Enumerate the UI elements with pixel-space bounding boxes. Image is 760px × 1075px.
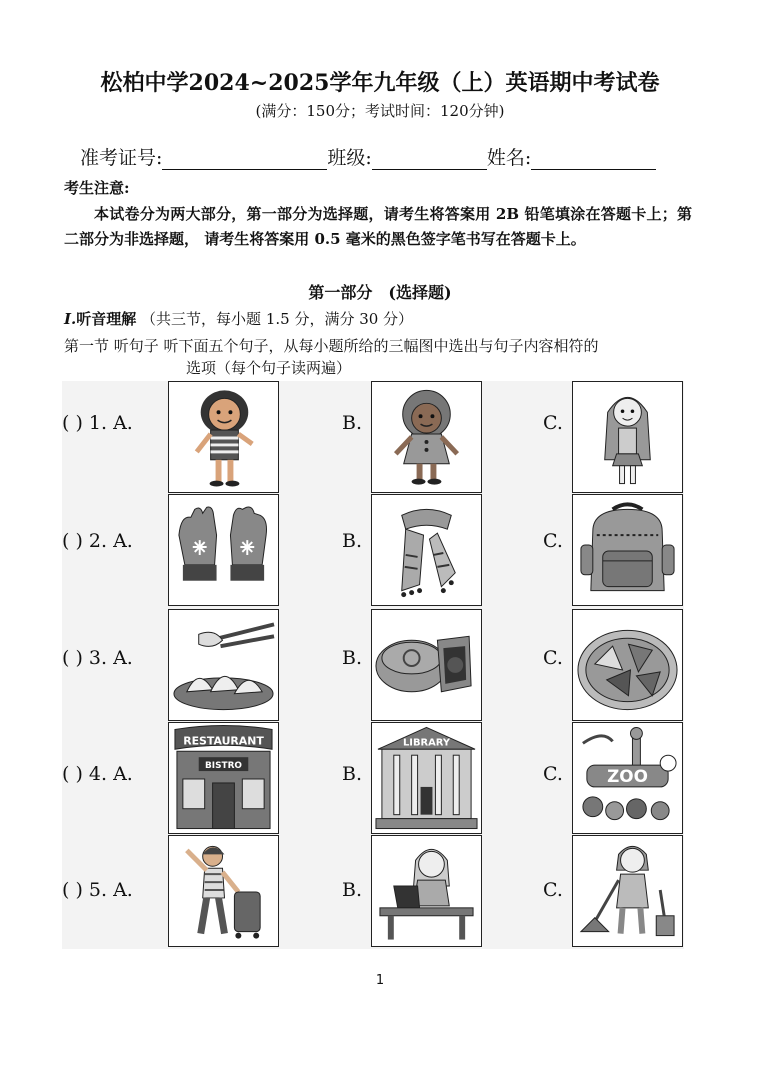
class-blank[interactable] [372,150,487,170]
dumplings-illustration[interactable] [168,609,279,721]
section-i-roman: Ⅰ. [64,310,77,328]
option-b-label: B. [342,763,363,785]
option-c-label: C. [543,763,563,785]
candidate-info-line [80,143,656,170]
section-i-heading [64,308,413,329]
option-b-label: B. [342,412,363,434]
option-b-label: B. [342,530,363,552]
listening-picture-grid [62,381,684,949]
section-1-instructions-line2: 选项（每个句子读两遍） [186,359,352,377]
zoo-illustration[interactable] [572,722,683,834]
restaurant-illustration[interactable] [168,722,279,834]
question-label: ( ) 4. A. [62,763,133,785]
girl-illustration[interactable] [168,381,279,493]
question-label: ( ) 1. A. [62,412,133,434]
scarf-illustration[interactable] [371,494,482,606]
question-row [62,494,684,608]
zoo-sign: ZOO [607,765,648,786]
name-blank[interactable] [531,150,656,170]
rice-dumplings-illustration[interactable] [572,609,683,721]
notice-text: 本试卷分为两大部分，第一部分为选择题，请考生将答案用 2B 铅笔填涂在答题卡上；第二部分为非选择题， 请考生将答案用 0.5 毫米的黑色签字笔书写在答题卡上。 [64,205,692,248]
section-1-instructions-line1: 第一节 听句子 听下面五个句子，从每小题所给的三幅图中选出与句子内容相符的 [64,337,599,355]
exam-subtitle: (满分：150分；考试时间：120分钟) [255,102,505,120]
bistro-sign: BISTRO [204,761,243,772]
question-label: ( ) 2. A. [62,530,133,552]
question-label: ( ) 5. A. [62,879,133,901]
option-b-label: B. [342,879,363,901]
question-row [62,381,684,495]
library-sign: LIBRARY [402,737,451,749]
option-c-label: C. [543,647,563,669]
exam-number-label: 准考证号: [80,147,163,169]
library-illustration[interactable] [371,722,482,834]
exam-number-blank[interactable] [162,150,327,170]
option-c-label: C. [543,530,563,552]
name-label: 姓名: [486,147,532,169]
mooncakes-illustration[interactable] [371,609,482,721]
section-i-detail: （共三节，每小题 1.5 分，满分 30 分） [141,310,414,328]
option-c-label: C. [543,412,563,434]
section-i-name: 听音理解 [76,310,137,328]
notice-heading: 考生注意: [64,179,130,197]
option-c-label: C. [543,879,563,901]
option-b-label: B. [342,647,363,669]
page-number: 1 [375,973,385,988]
restaurant-sign: RESTAURANT [183,734,264,748]
girl-at-computer-illustration[interactable] [371,835,482,947]
question-label: ( ) 3. A. [62,647,133,669]
exam-title: 松柏中学2024~2025学年九年级（上）英语期中考试卷 [100,70,660,96]
gloves-illustration[interactable] [168,494,279,606]
question-row [62,835,684,949]
part-one-title: 第一部分 (选择题) [308,283,452,302]
doll-illustration[interactable] [371,381,482,493]
question-row [62,722,684,836]
long-hair-girl-illustration[interactable] [572,381,683,493]
class-label: 班级: [327,147,372,169]
travelling-girl-illustration[interactable] [168,835,279,947]
backpack-illustration[interactable] [572,494,683,606]
girl-sweeping-illustration[interactable] [572,835,683,947]
question-row [62,609,684,723]
